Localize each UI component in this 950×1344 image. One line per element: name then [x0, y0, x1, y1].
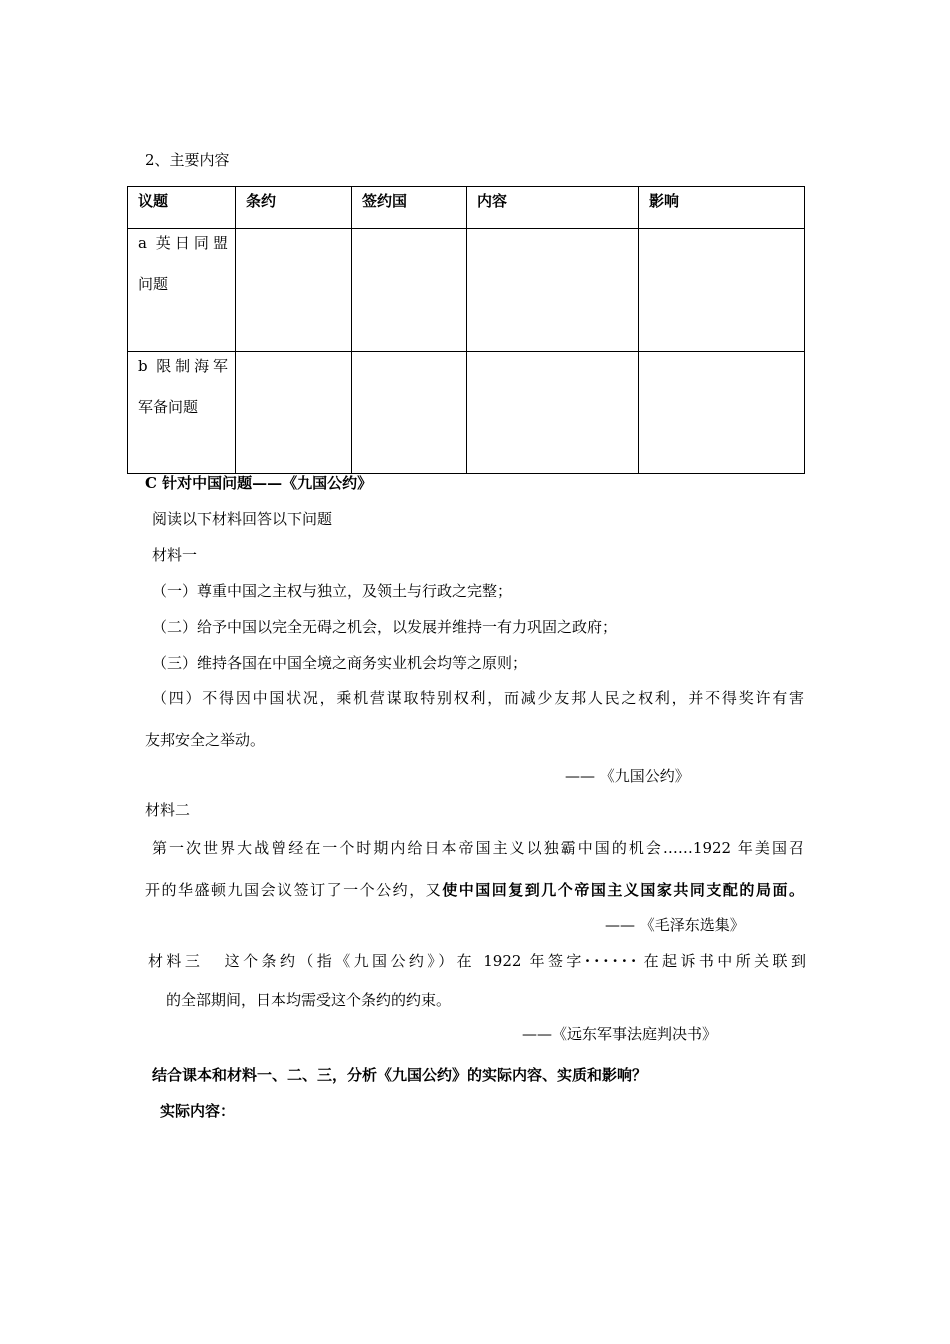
header-treaty: 条约 — [236, 187, 352, 229]
content-cell — [467, 229, 639, 352]
treaty-table — [127, 186, 805, 474]
impact-cell — [639, 352, 805, 474]
material3-line — [148, 951, 806, 971]
material2-source: —— 《毛泽东选集》 — [605, 916, 745, 934]
material1-item: （一）尊重中国之主权与独立，及领土与行政之完整； — [152, 582, 513, 600]
header-impact: 影响 — [639, 187, 805, 229]
material1-item: （四）不得因中国状况，乘机营谋取特别权利，而减少友邦人民之权利，并不得奖许有害 — [152, 689, 804, 707]
material1-item: （三）维持各国在中国全境之商务实业机会均等之原则； — [152, 654, 528, 672]
issue-line: a 英日同盟 — [138, 234, 228, 252]
material1-item: （二）给予中国以完全无碍之机会，以发展并维持一有力巩固之政府； — [152, 618, 618, 636]
ellipsis-dots: ······ — [584, 952, 641, 970]
material2-line — [145, 880, 804, 900]
content-cell — [467, 352, 639, 474]
section-heading: 2、主要内容 — [145, 151, 230, 169]
material3-text: 这个条约（指《九国公约》）在 1922 年签字 — [221, 952, 585, 970]
answer-label: 实际内容： — [160, 1102, 236, 1120]
material3-title: 材料三 — [148, 952, 204, 970]
table-row — [128, 352, 805, 474]
issue-line: b 限制海军 — [138, 357, 228, 375]
table-header-row — [128, 187, 805, 229]
header-issue: 议题 — [128, 187, 236, 229]
treaty-cell — [236, 352, 352, 474]
issue-cell — [128, 229, 236, 352]
signatories-cell — [352, 229, 467, 352]
material3-text: 在起诉书中所关联到 — [640, 952, 806, 970]
issue-cell — [128, 352, 236, 474]
material1-source: —— 《九国公约》 — [565, 767, 690, 785]
material1-continuation: 友邦安全之举动。 — [145, 731, 266, 749]
material2-title: 材料二 — [145, 801, 191, 819]
material1-title: 材料一 — [152, 546, 198, 564]
header-content: 内容 — [467, 187, 639, 229]
issue-line: 军备问题 — [138, 398, 199, 416]
material2-text: 开的华盛顿九国会议签订了一个公约，又 — [145, 881, 443, 899]
impact-cell — [639, 229, 805, 352]
instruction-text: 阅读以下材料回答以下问题 — [152, 510, 333, 528]
material2-emphasis: 使中国回复到几个帝国主义国家共同支配的局面。 — [442, 881, 804, 899]
treaty-cell — [236, 229, 352, 352]
material2-line: 第一次世界大战曾经在一个时期内给日本帝国主义以独霸中国的机会……1922 年美国召 — [152, 839, 804, 857]
material3-line: 的全部期间，日本均需受这个条约的约束。 — [166, 991, 452, 1009]
issue-line: 问题 — [138, 275, 169, 293]
material3-source: ——《远东军事法庭判决书》 — [522, 1025, 718, 1043]
part-c-heading: C 针对中国问题——《九国公约》 — [145, 474, 373, 492]
signatories-cell — [352, 352, 467, 474]
question-text: 结合课本和材料一、二、三，分析《九国公约》的实际内容、实质和影响？ — [152, 1066, 648, 1084]
table-row — [128, 229, 805, 352]
header-signatories: 签约国 — [352, 187, 467, 229]
